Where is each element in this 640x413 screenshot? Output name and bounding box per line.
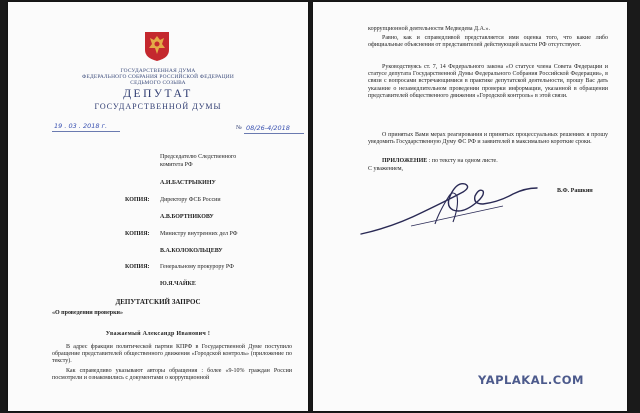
copy-label-3: КОПИЯ: [125,264,150,270]
body-paragraph-5: О принятых Вами мерах реагирования и принятых процессуальных решениях я прошу уведомить Государственную Думу ФС РФ и заявителей в максимально короткие сроки. [368,132,608,146]
appendix-line [382,158,498,165]
recipient-name: А.И.БАСТРЫКИНУ [160,180,216,186]
signer-name: В.Ф. Рашкин [557,188,593,194]
number-underline [244,133,304,134]
body-paragraph-2: Как справедливо указывают авторы обращения : более «9-10% граждан России посмотрели и ознакомились с документами о коррупционной [52,368,292,382]
letter-page-1 [8,2,308,411]
letterhead-line-1: ГОСУДАРСТВЕННАЯ ДУМА [120,68,196,74]
letterhead-line-2: ФЕДЕРАЛЬНОГО СОБРАНИЯ РОССИЙСКОЙ ФЕДЕРАЦИИ [82,74,234,80]
date-handwritten: 19 . 03 . 2018 г. [54,122,108,130]
copy-recipient-2: Министру внутренних дел РФ [160,231,238,237]
copy-name-3: Ю.Я.ЧАЙКЕ [160,281,196,287]
closing-regards: С уважением, [368,166,404,172]
letterhead-line-3: СЕДЬМОГО СОЗЫВА [130,80,186,86]
request-title: ДЕПУТАТСКИЙ ЗАПРОС [115,298,201,306]
russian-emblem-icon [143,30,171,62]
continuation-line: коррупционной деятельности Медведева Д.А.». [368,26,490,32]
recipient-title-1: Председателю Следственного [160,154,237,160]
site-watermark: YAPLAKAL.COM [478,373,584,387]
date-underline [52,131,120,132]
letterhead-title: ДЕПУТАТ [123,88,193,100]
body-paragraph-3: Равно, как и справедливой представляется ими оценка того, что какие либо официальные объяснения от представителей действующей власти РФ отсутствуют. [368,35,608,49]
copy-name-2: В.А.КОЛОКОЛЬЦЕВУ [160,248,223,254]
copy-label-1: КОПИЯ: [125,197,150,203]
appendix-text: : по тексту на одном листе. [428,158,498,164]
recipient-title-2: комитета РФ [160,162,193,168]
request-subject: «О проведении проверки» [52,310,124,316]
handwritten-signature [353,172,553,242]
letter-page-2 [313,2,627,411]
copy-name-1: А.В.БОРТНИКОВУ [160,214,214,220]
greeting: Уважаемый Александр Иванович ! [105,331,211,337]
copy-recipient-3: Генеральному прокурору РФ [160,264,234,270]
body-paragraph-4: Руководствуясь ст. 7, 14 Федерального закона «О статусе члена Совета Федерации и статусе депутата Государственной Думы Федерального Собрания Российской Федерации», в связи с вопросами встречающимися в практике депутатской деятельности, прошу Вас дать указание о незамедлительном проведении проверки информации, указанной в обращении представителей общественного движения «Городской контроль» в этой связи. [368,64,608,99]
copy-label-2: КОПИЯ: [125,231,150,237]
body-paragraph-1: В адрес фракции политической партии КПРФ в Государственной Думе поступило обращение представителей общественного движения «Городской контроль» (приложение по тексту). [52,344,292,365]
copy-recipient-1: Директору ФСБ России [160,197,221,203]
number-prefix: № [236,125,242,131]
letterhead-subtitle: ГОСУДАРСТВЕННОЙ ДУМЫ [94,102,222,111]
number-handwritten: 08/26-4/2018 [246,124,290,132]
appendix-label: ПРИЛОЖЕНИЕ [382,158,428,164]
